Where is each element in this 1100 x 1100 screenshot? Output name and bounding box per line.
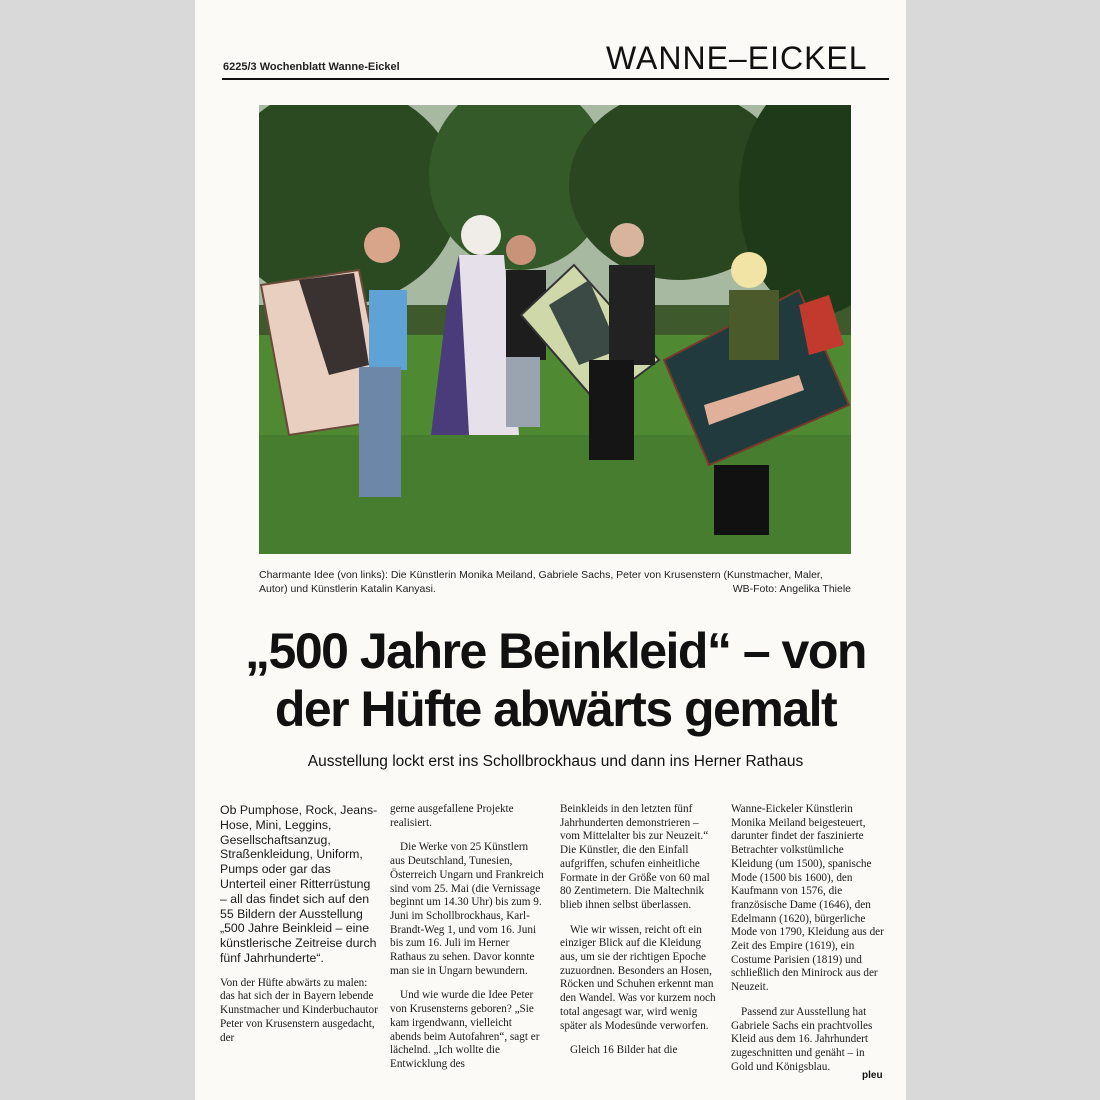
photo-caption	[259, 568, 851, 596]
article-subheadline: Ausstellung lockt erst ins Schollbrockhaus und dann ins Herner Rathaus	[307, 753, 804, 770]
article-column-1	[220, 803, 378, 1056]
section-title: WANNE–EICKEL	[606, 40, 868, 76]
photo-credit: WB-Foto: Angelika Thiele	[732, 583, 851, 595]
headline-line-2: der Hüfte abwärts gemalt	[274, 681, 837, 737]
author-signature: pleu	[862, 1070, 883, 1081]
paragraph: Gleich 16 Bilder hat die	[570, 1044, 678, 1057]
paragraph: Und wie wurde die Idee Peter von Krusensterns geboren? „Sie kam irgendwann, vielleicht abends beim Autofahren“, sagt er lächelnd. „Ich wollte die Entwicklung des	[390, 989, 540, 1070]
article-headline	[222, 622, 889, 738]
paragraph: Wie wir wissen, reicht oft ein einziger Blick auf die Kleidung aus, um sie der richtigen Epoche zuzuordnen. Besonders an Hosen, Röcken und Schuhen erkennt man den Wandel. Was vor kurzem noch total angesagt war, wird wenig später als Modesünde verworfen.	[560, 923, 716, 1032]
paragraph: Von der Hüfte abwärts zu malen: das hat sich der in Bayern lebende Kunstmacher und Kinderbuchautor Peter von Krusenstern ausgedacht, der	[220, 976, 378, 1044]
article-column-2	[390, 803, 545, 1083]
article-column-3	[560, 803, 718, 1069]
paragraph: Ob Pumphose, Rock, Jeans-Hose, Mini, Leggins, Gesellschaftsanzug, Straßenkleidung, Uniform, Pumps oder gar das Unterteil einer Ritterrüstung – all das findet sich auf den 55 Bildern der Ausstellung „500 Jahre Beinkleid – eine künstlerische Zeitreise durch fünf Jahrhunderte“.	[220, 803, 378, 965]
photo-illustration	[259, 105, 851, 554]
caption-text: Charmante Idee (von links): Die Künstlerin Monika Meiland, Gabriele Sachs, Peter von Krusenstern (Kunstmacher, Maler, Autor) und Künstlerin Katalin Kanyasi.	[259, 569, 823, 595]
paragraph: gerne ausgefallene Projekte realisiert.	[390, 803, 514, 829]
article-photo	[259, 105, 851, 554]
paragraph: Wanne-Eickeler Künstlerin Monika Meiland beigesteuert, darunter findet der faszinierte Betrachter volkstümliche Kleidung (um 1500), spanische Mode (1500 bis 1600), den Kaufmann von 1576, die französische Dame (1646), den Edelmann (1620), bürgerliche Mode von 1790, Kleidung aus der Zeit des Empire (1619), ein Costume Parisien (1819) und schließlich den Minirock aus der Neuzeit.	[731, 803, 884, 994]
newspaper-source: 6225/3 Wochenblatt Wanne-Eickel	[223, 61, 400, 73]
article-column-4	[731, 803, 887, 1085]
paragraph: Die Werke von 25 Künstlern aus Deutschland, Tunesien, Österreich Ungarn und Frankreich sind vom 25. Mai (die Vernissage beginnt um 14.30 Uhr) bis zum 9. Juni im Schollbrockhaus, Karl-Brandt-Weg 1, und vom 16. Juni bis zum 16. Juli im Herner Rathaus zu sehen. Davor konnte man sie in Ungarn bewundern.	[390, 841, 544, 977]
paragraph: Passend zur Ausstellung hat Gabriele Sachs ein prachtvolles Kleid aus dem 16. Jahrhundert zugeschnitten und genäht – in Gold und Königsblau.	[731, 1005, 873, 1073]
header-rule	[222, 78, 889, 80]
paragraph: Beinkleids in den letzten fünf Jahrhunderten demonstrieren – vom Mittelalter bis zur Neuzeit.“ Die Künstler, die den Einfall aufgriffen, schufen einheitliche Formate in der Größe von 60 mal 80 Zentimetern. Die Maltechnik blieb ihnen selbst überlassen.	[560, 803, 710, 911]
headline-line-1: „500 Jahre Beinkleid“ – von	[245, 623, 866, 679]
